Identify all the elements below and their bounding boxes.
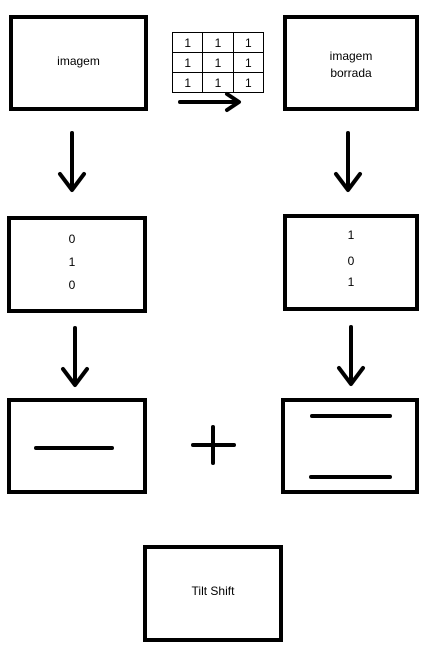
kernel-cell: 1 [203,53,233,73]
mask-right-value: 1 [347,275,355,289]
kernel-cell: 1 [173,33,203,53]
arrow-down-icon [339,327,363,384]
kernel-cell: 1 [233,33,263,53]
blurred-image-label-line1: imagem [329,49,373,63]
kernel-cell: 1 [203,73,233,93]
tilt-shift-label: Tilt Shift [191,584,235,598]
arrow-down-icon [60,133,84,190]
mask-right-value: 1 [347,228,355,242]
kernel-cell: 1 [203,33,233,53]
kernel-cell: 1 [173,53,203,73]
mask-left-value: 0 [68,232,76,246]
blurred-image-label-line2: borrada [330,66,372,80]
mask-right-value: 0 [347,254,355,268]
arrow-right-icon [180,94,239,110]
plus-icon [193,427,234,463]
kernel-cell: 1 [233,53,263,73]
mask-left-value: 1 [68,255,76,269]
arrow-down-icon [63,328,87,385]
image-label: imagem [57,54,100,68]
kernel-cell: 1 [173,73,203,93]
kernel-cell: 1 [233,73,263,93]
mask-left-value: 0 [68,278,76,292]
arrow-down-icon [336,133,360,190]
